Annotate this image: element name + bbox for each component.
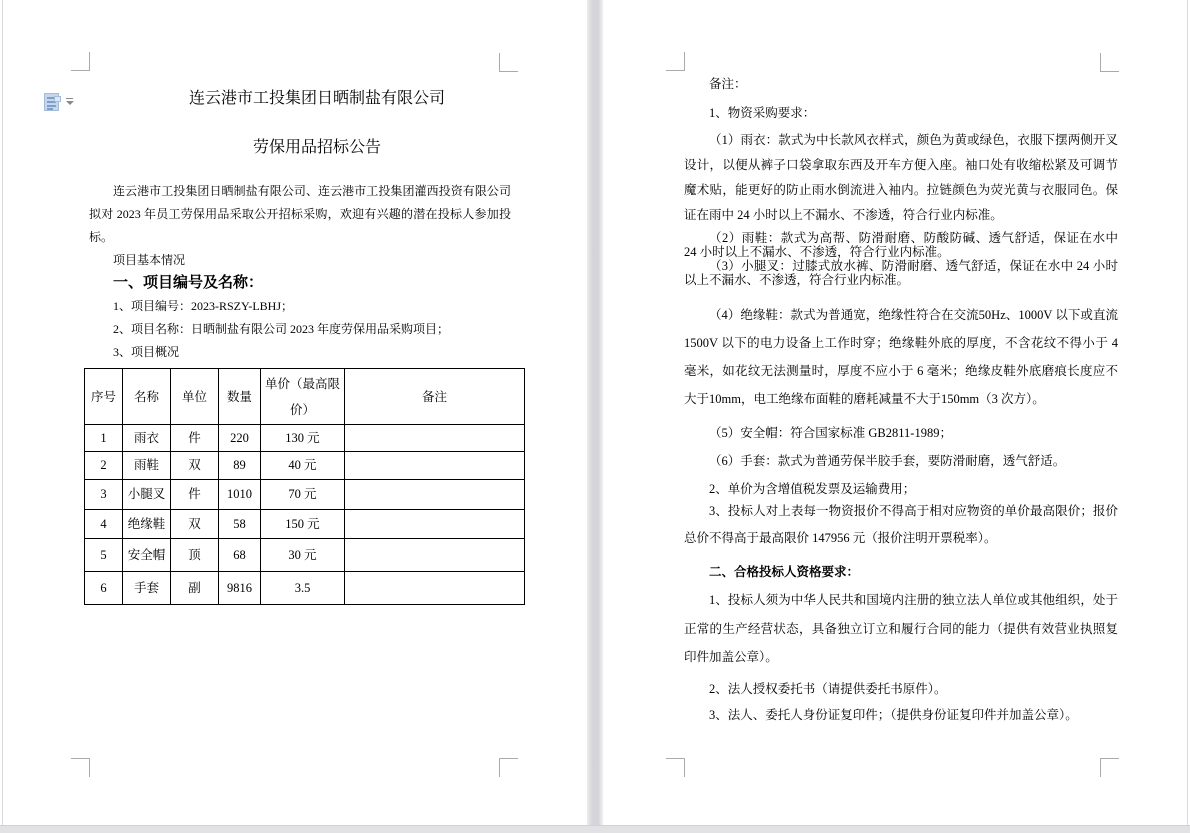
table-row	[85, 510, 525, 539]
col-header: 名称	[123, 369, 171, 425]
paragraph: （4）绝缘鞋：款式为普通宽，绝缘性符合在交流50Hz、1000V 以下或直流1500V 以下的电力设备上工作时穿；绝缘鞋外底的厚度，不含花纹不得小于 4 毫米，如花纹无法测量时，厚度不应小于 6 毫米；绝缘皮鞋外底磨痕长度应不大于10mm，电工绝缘布面鞋的磨耗减量不大于150mm（3 次方）。	[684, 308, 1118, 406]
paragraph: 2、法人授权委托书（请提供委托书原件）。	[709, 681, 947, 696]
right-page-edge	[1187, 0, 1188, 826]
table-cell	[345, 572, 525, 605]
text-boundary-mark	[499, 758, 518, 777]
table-cell: 副	[171, 572, 219, 605]
icon-line	[47, 108, 53, 110]
table-cell: 30 元	[261, 539, 345, 572]
text-boundary-mark	[1100, 758, 1119, 777]
table-cell	[345, 510, 525, 539]
left-page-edge	[2, 0, 3, 826]
section-label: 项目基本情况	[113, 253, 186, 267]
paste-options-icon[interactable]	[44, 93, 59, 111]
table-cell: 3.5	[261, 572, 345, 605]
paragraph: 二、合格投标人资格要求：	[709, 565, 860, 579]
left-page-text	[89, 180, 511, 605]
text-boundary-mark	[71, 52, 90, 71]
col-header: 单价（最高限价）	[261, 369, 345, 425]
table-row	[85, 539, 525, 572]
col-header: 备注	[345, 369, 525, 425]
text-boundary-mark	[499, 53, 518, 72]
table-cell: 顶	[171, 539, 219, 572]
table-cell: 9816	[219, 572, 261, 605]
table-row	[85, 452, 525, 480]
paragraph: 1、投标人须为中华人民共和国境内注册的独立法人单位或其他组织，处于正常的生产经营状态，具备独立订立和履行合同的能力（提供有效营业执照复印件加盖公章）。	[684, 593, 1118, 664]
table-row	[85, 480, 525, 510]
intro-paragraph: 连云港市工投集团日晒制盐有限公司、连云港市工投集团灌西投资有限公司拟对 2023 年员工劳保用品采取公开招标采购，欢迎有兴趣的潜在投标人参加投标。	[89, 184, 511, 244]
table-cell: 130 元	[261, 425, 345, 452]
paragraph: （1）雨衣：款式为中长款风衣样式，颜色为黄或绿色，衣服下摆两侧开叉设计，以便从裤子口袋拿取东西及开车方便入座。袖口处有收缩松紧及可调节魔术贴，能更好的防止雨水倒流进入袖内。拉链颜色为荧光黄与衣服同色。保证在雨中 24 小时以上不漏水、不渗透，符合行业内标准。	[684, 133, 1118, 222]
paragraph: （6）手套：款式为普通劳保半胶手套，要防滑耐磨，透气舒适。	[709, 454, 1066, 468]
table-cell: 68	[219, 539, 261, 572]
table-cell: 1	[85, 425, 123, 452]
table-cell	[345, 480, 525, 510]
table-cell: 4	[85, 510, 123, 539]
col-header: 数量	[219, 369, 261, 425]
text-boundary-mark	[666, 758, 685, 777]
paragraph: （5）安全帽：符合国家标准 GB2811-1989；	[709, 426, 952, 440]
table-cell: 绝缘鞋	[123, 510, 171, 539]
dropdown-arrow-icon[interactable]	[65, 98, 74, 105]
paragraph: 3、法人、委托人身份证复印件；（提供身份证复印件并加盖公章）。	[709, 707, 1078, 722]
table-row	[85, 425, 525, 452]
table-cell: 双	[171, 452, 219, 480]
text-boundary-mark	[666, 52, 685, 71]
paragraph: 3、投标人对上表每一物资报价不得高于相对应物资的单价最高限价；报价总价不得高于最高限价 147956 元（报价注明开票税率）。	[684, 504, 1118, 545]
project-number: 1、项目编号：2023-RSZY-LBHJ；	[113, 299, 294, 313]
table-cell: 1010	[219, 480, 261, 510]
col-header: 序号	[85, 369, 123, 425]
document-title: 连云港市工投集团日晒制盐有限公司	[188, 90, 445, 107]
table-cell: 3	[85, 480, 123, 510]
table-header-row	[85, 369, 525, 425]
col-header: 单位	[171, 369, 219, 425]
project-name: 2、项目名称：日晒制盐有限公司 2023 年度劳保用品采购项目；	[113, 322, 450, 336]
page-gap	[587, 0, 603, 826]
paragraph: 备注：	[709, 77, 747, 91]
table-cell: 40 元	[261, 452, 345, 480]
table-cell: 雨衣	[123, 425, 171, 452]
table-cell: 6	[85, 572, 123, 605]
items-table-body	[85, 425, 525, 605]
paragraph: （3）小腿叉：过膝式放水裤、防滑耐磨、透气舒适，保证在水中 24 小时以上不漏水、不渗透，符合行业内标准。	[684, 259, 1118, 287]
table-cell	[345, 425, 525, 452]
table-cell: 58	[219, 510, 261, 539]
right-page-text	[684, 70, 1118, 729]
table-cell: 220	[219, 425, 261, 452]
table-cell: 手套	[123, 572, 171, 605]
paragraph: （2）雨鞋：款式为高帮、防滑耐磨、防酸防碱、透气舒适，保证在水中 24 小时以上不漏水、不渗透，符合行业内标准。	[684, 231, 1118, 259]
icon-line	[47, 105, 56, 107]
table-cell	[345, 539, 525, 572]
table-cell: 安全帽	[123, 539, 171, 572]
table-cell: 件	[171, 480, 219, 510]
table-cell: 雨鞋	[123, 452, 171, 480]
table-cell: 件	[171, 425, 219, 452]
table-cell: 89	[219, 452, 261, 480]
table-row	[85, 572, 525, 605]
table-cell	[345, 452, 525, 480]
heading-project-number: 一、项目编号及名称：	[113, 275, 264, 291]
paragraph: 2、单价为含增值税发票及运输费用；	[709, 482, 916, 496]
table-cell: 双	[171, 510, 219, 539]
table-cell: 2	[85, 452, 123, 480]
document-subtitle: 劳保用品招标公告	[252, 139, 381, 156]
table-cell: 5	[85, 539, 123, 572]
table-cell: 小腿叉	[123, 480, 171, 510]
project-overview-label: 3、项目概况	[113, 345, 180, 359]
paragraph: 1、物资采购要求：	[709, 106, 816, 120]
icon-fold	[54, 96, 61, 102]
text-boundary-mark	[71, 758, 90, 777]
table-cell: 70 元	[261, 480, 345, 510]
table-cell: 150 元	[261, 510, 345, 539]
project-items-table	[84, 368, 525, 605]
